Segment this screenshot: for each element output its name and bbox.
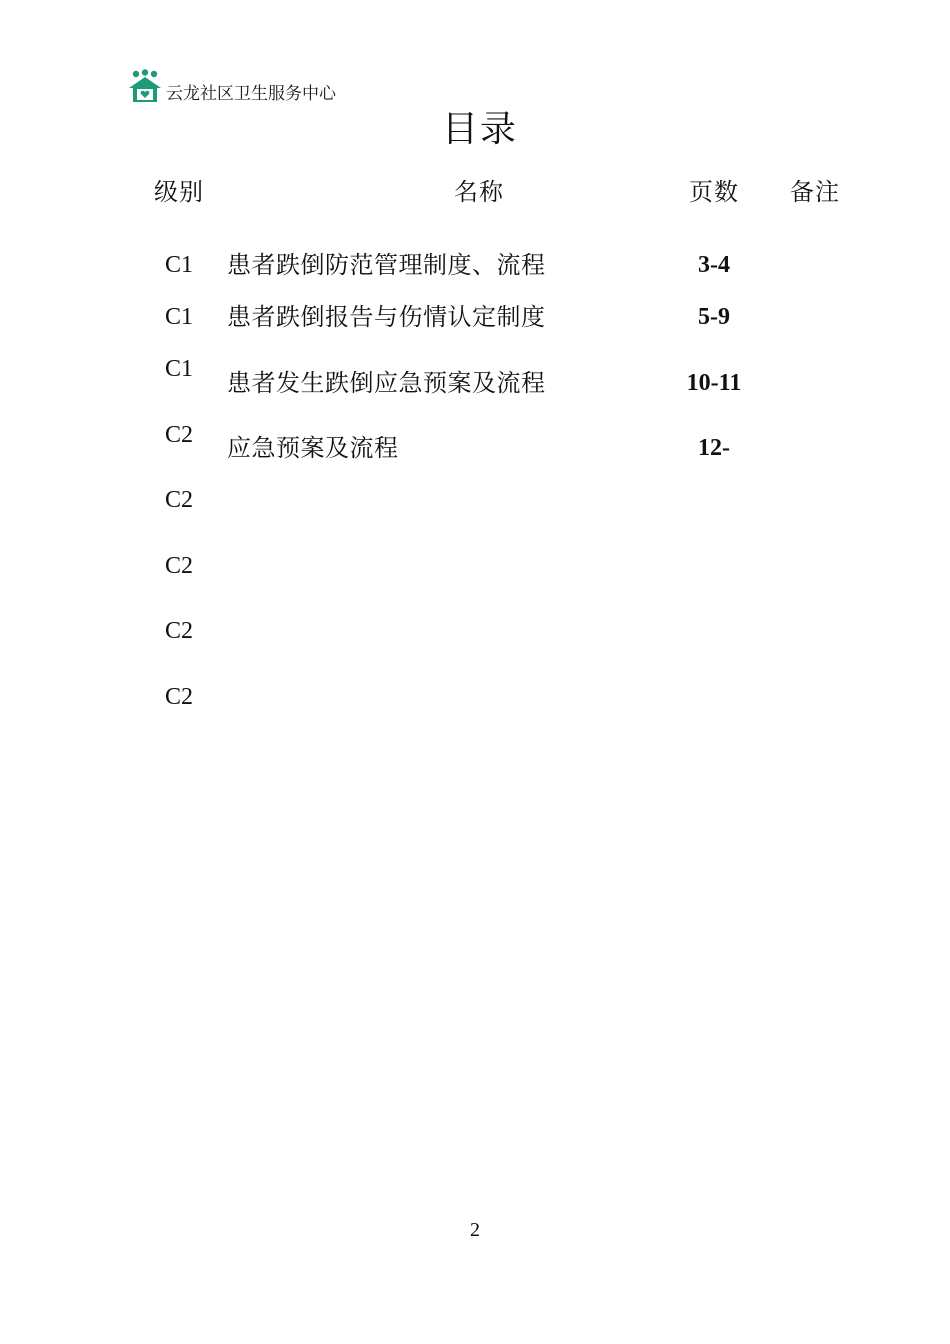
toc-row-level: C1 (165, 252, 194, 278)
toc-row-pages: 10-11 (686, 370, 742, 396)
toc-row-level: C2 (165, 684, 194, 710)
clinic-house-logo-icon (126, 68, 164, 104)
document-header (126, 68, 336, 104)
column-header-name: 名称 (454, 178, 504, 206)
toc-row-level: C2 (165, 618, 194, 644)
toc-row-level: C2 (165, 422, 194, 448)
toc-row-pages: 12- (698, 435, 730, 461)
toc-row-name: 患者跌倒报告与伤情认定制度 (227, 303, 546, 331)
toc-row-level: C2 (165, 553, 194, 579)
column-header-pages: 页数 (689, 178, 739, 206)
page-title: 目录 (441, 109, 518, 150)
organization-name: 云龙社区卫生服务中心 (166, 84, 336, 104)
toc-row-name: 应急预案及流程 (227, 434, 399, 462)
toc-row-level: C1 (165, 304, 194, 330)
toc-row-level: C2 (165, 487, 194, 513)
column-header-level: 级别 (154, 178, 204, 206)
toc-row-pages: 3-4 (698, 252, 730, 278)
toc-row-pages: 5-9 (698, 304, 730, 330)
page-number: 2 (470, 1219, 480, 1241)
toc-row-name: 患者跌倒防范管理制度、流程 (227, 251, 546, 279)
column-header-notes: 备注 (790, 178, 840, 206)
toc-row-name: 患者发生跌倒应急预案及流程 (227, 369, 546, 397)
toc-row-level: C1 (165, 356, 194, 382)
